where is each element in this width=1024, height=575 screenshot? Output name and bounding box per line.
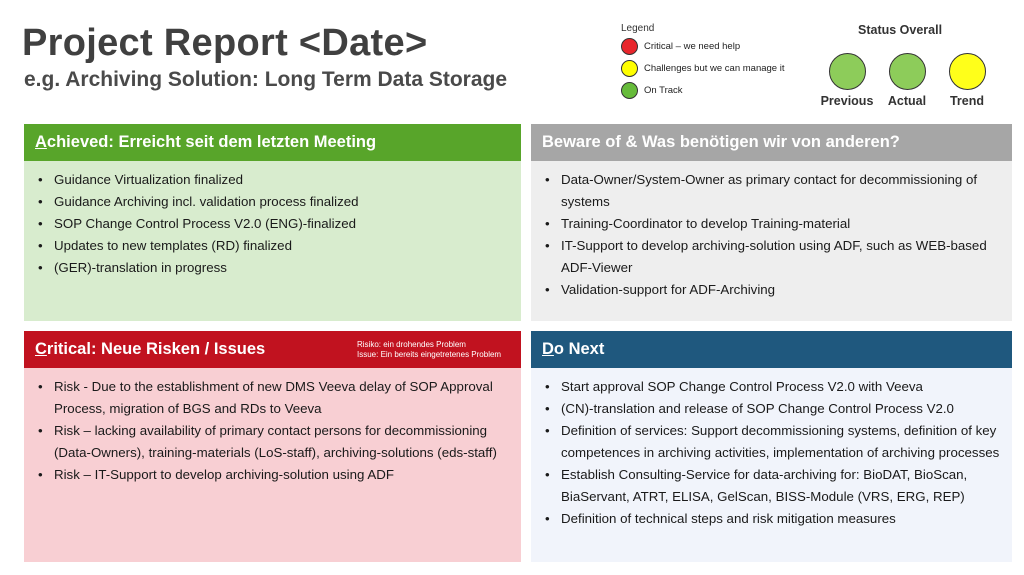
list-item: • Risk – lacking availability of primary contact persons for decommissioning (Data-Owners), training-materials (LoS-staff), archiving-solutions (eds-staff) — [46, 420, 517, 464]
list-item: • IT-Support to develop archiving-solution using ADF, such as WEB-based ADF-Viewer — [553, 235, 1008, 279]
beware-panel-body — [531, 161, 1012, 321]
critical-panel — [24, 331, 521, 562]
legend-label: Critical – we need help — [644, 41, 741, 52]
legend-label: On Track — [644, 85, 683, 96]
issue-definition: Issue: Ein bereits eingetretenes Problem — [357, 350, 502, 359]
legend-title: Legend — [621, 23, 655, 34]
status-label-previous: Previous — [820, 94, 874, 108]
trend-status-circle-icon — [949, 53, 986, 90]
list-item: • Definition of services: Support decommissioning systems, definition of key competences in archiving activities, implementation of archiving processes — [553, 420, 1008, 464]
do-next-panel-body — [531, 368, 1012, 562]
status-label-actual: Actual — [887, 94, 927, 108]
list-item: • Updates to new templates (RD) finalized — [46, 235, 517, 257]
legend-item-challenges — [621, 60, 784, 77]
critical-panel-header — [24, 331, 521, 368]
list-item: • Risk - Due to the establishment of new DMS Veeva delay of SOP Approval Process, migration of BGS and RDs to Veeva — [46, 376, 517, 420]
beware-list — [539, 169, 1008, 301]
list-item: • SOP Change Control Process V2.0 (ENG)-finalized — [46, 213, 517, 235]
risk-issue-definition-note — [357, 340, 501, 360]
do-next-panel-header — [531, 331, 1012, 368]
critical-title-initial: C — [35, 340, 47, 358]
critical-list — [32, 376, 517, 486]
yellow-status-dot-icon — [621, 60, 638, 77]
list-item: • Risk – IT-Support to develop archiving-solution using ADF — [46, 464, 517, 486]
list-item: • (GER)-translation in progress — [46, 257, 517, 279]
do-next-title: o Next — [553, 340, 605, 358]
page-subtitle: e.g. Archiving Solution: Long Term Data Storage — [24, 68, 508, 91]
critical-title: ritical: Neue Risken / Issues — [46, 340, 266, 358]
list-item: • Start approval SOP Change Control Process V2.0 with Veeva — [553, 376, 1008, 398]
achieved-panel-header — [24, 124, 521, 161]
list-item: • (CN)-translation and release of SOP Change Control Process V2.0 — [553, 398, 1008, 420]
status-label-trend: Trend — [949, 94, 985, 108]
actual-status-circle-icon — [889, 53, 926, 90]
previous-status-circle-icon — [829, 53, 866, 90]
beware-panel-header — [531, 124, 1012, 161]
do-next-title-initial: D — [542, 340, 554, 358]
risk-definition: Risiko: ein drohendes Problem — [357, 340, 466, 349]
legend-item-critical — [621, 38, 740, 55]
list-item: • Establish Consulting-Service for data-archiving for: BioDAT, BioScan, BiaServant, ATRT, ELISA, GelScan, BISS-Module (VRS, ERG, REP) — [553, 464, 1008, 508]
achieved-panel — [24, 124, 521, 321]
list-item: • Validation-support for ADF-Archiving — [553, 279, 1008, 301]
list-item: • Guidance Virtualization finalized — [46, 169, 517, 191]
beware-panel — [531, 124, 1012, 321]
achieved-list — [32, 169, 517, 279]
list-item: • Data-Owner/System-Owner as primary contact for decommissioning of systems — [553, 169, 1008, 213]
green-status-dot-icon — [621, 82, 638, 99]
do-next-list — [539, 376, 1008, 530]
achieved-title: chieved: Erreicht seit dem letzten Meeting — [46, 133, 377, 151]
status-overall-title: Status Overall — [858, 23, 943, 37]
list-item: • Guidance Archiving incl. validation process finalized — [46, 191, 517, 213]
achieved-title-initial: A — [35, 133, 47, 151]
legend-label: Challenges but we can manage it — [644, 63, 785, 74]
red-status-dot-icon — [621, 38, 638, 55]
list-item: • Training-Coordinator to develop Training-material — [553, 213, 1008, 235]
do-next-panel — [531, 331, 1012, 562]
critical-panel-body — [24, 368, 521, 562]
beware-title: Beware of & Was benötigen wir von anderen? — [542, 133, 900, 151]
page-title: Project Report <Date> — [22, 22, 428, 64]
achieved-panel-body — [24, 161, 521, 321]
list-item: • Definition of technical steps and risk mitigation measures — [553, 508, 1008, 530]
legend-item-on-track — [621, 82, 683, 99]
